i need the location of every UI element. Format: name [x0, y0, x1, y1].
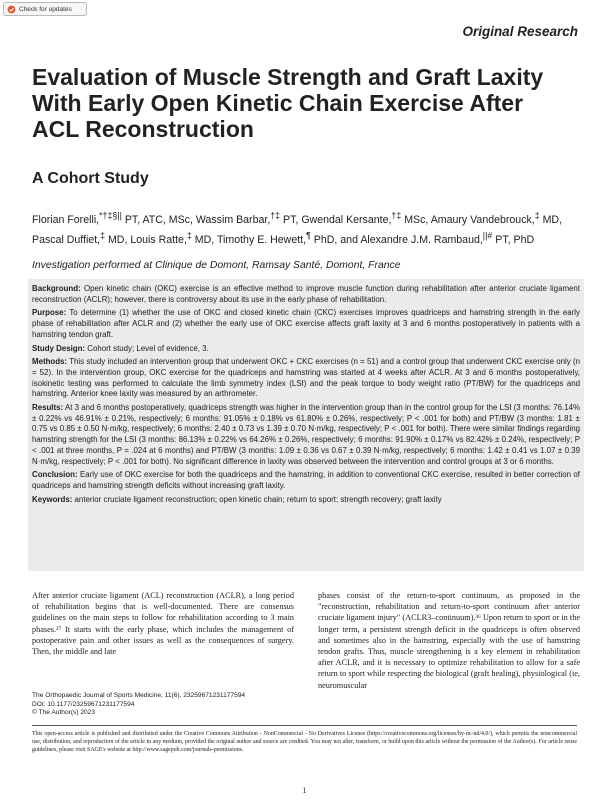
section-label: Original Research — [462, 24, 578, 39]
author: Amaury Vandebrouck,‡ MD, — [430, 210, 563, 226]
abstract-results: Results: At 3 and 6 months postoperatively, quadriceps strength was higher in the intervention group than in the control group for the LSI (3 months: 76.14% ± 0.22% vs 46.91% ± 0.21%, respectively; 6 months: 91.05% ± 0.18% vs 61.80% ± 0.26%, respectively; P < .001 for both) and PT/BW (3 months: 1.81 ± 0.75 vs 0.85 ± 0.50 N·m/kg, respectively; 6 months: 2.40 ± 0.73 vs 1.39 ± 0.70 N·m/kg, respectively; P < .001 for both). There were similar findings regarding hamstring strength for the LSI (3 months: 86.13% ± 0.22% vs 64.26% ± 0.26%, respectively; 6 months: 91.90% ± 0.17% vs 82.42% ± 0.24%, respectively; P < .001 at three months, P = .024 at 6 months) and PT/BW (3 months: 1.09 ± 0.36 vs 0.67 ± 0.39 N·m/kg, respectively; 6 months: 1.42 ± 0.41 vs 1.07 ± 0.39 N·m/kg, respectively; P < .001 for both). No significant difference in laxity was observed between the intervention and control groups at 3 or 6 months. — [32, 403, 580, 466]
author-list — [32, 208, 587, 248]
check-for-updates-label: Check for updates — [19, 5, 72, 13]
abstract-conclusion: Conclusion: Early use of OKC exercise for both the quadriceps and the hamstring, in addition to conventional CKC exercise, resulted in better correction of quadriceps and hamstring strength deficits without increasing graft laxity. — [32, 470, 580, 490]
journal-citation: The Orthopaedic Journal of Sports Medicine, 11(6), 23259671231177594 — [32, 692, 246, 699]
copyright: © The Author(s) 2023 — [32, 709, 96, 717]
check-for-updates-button[interactable] — [3, 2, 87, 16]
author: Timothy E. Hewett,¶ PhD, — [216, 230, 338, 246]
article-subtitle: A Cohort Study — [32, 170, 149, 187]
update-icon — [7, 5, 16, 14]
body-right-column: phases consist of the return-to-sport continuum, as proposed in the "reconstruction, rehabilitation and return-to-sport continuum after anterior cruciate ligament injury" (ACLR3–continuum).³⁶ Upon return to sport or in the longer term, a persistent strength deficit in the quadriceps is often observed and sometimes also in the hamstring, especially with the use of hamstring tendon grafts. Thus, muscle strengthening is a key element in rehabilitation after ACLR, and it is necessary to optimize rehabilitation to allow for a safe return to sport while respecting the biological (graft healing), physiological (ie, neuromuscular — [318, 591, 580, 690]
author: and Alexandre J.M. Rambaud,||# PT, PhD — [340, 230, 535, 246]
doi[interactable]: DOI: 10.1177/23259671231177594 — [32, 700, 135, 708]
publication-info — [32, 692, 294, 718]
abstract-purpose: Purpose: To determine (1) whether the use of OKC and closed kinetic chain (CKC) exercises improves quadriceps and hamstring strength in the early phase of rehabilitation after ACLR and (2) whether the early use of OKC exercise affects graft laxity at 3 and 6 months postoperatively in patients with a hamstring tendon graft. — [32, 308, 580, 339]
author: Pascal Duffiet,‡ MD, — [32, 230, 128, 246]
abstract-box — [28, 279, 584, 571]
license-notice: This open-access article is published and distributed under the Creative Commons Attribution - NonCommercial - No Derivatives License (https://creativecommons.org/licenses/by-nc-nd/4.0/), which permits the noncommercial use, distribution, and reproduction of the article in any medium, provided the original author and source are credited. You may not alter, transform, or build upon this article without the permission of the Author(s). For article reuse guidelines, please visit SAGE's website at http://www.sagepub.com/journals-permissions. — [32, 731, 577, 754]
body-left-column: After anterior cruciate ligament (ACL) reconstruction (ACLR), a long period of rehabilitation begins that is well-documented. There are consensus guidelines on the main steps to follow for rehabilitation according to 3 main phases.²⁷ It starts with the early phase, which includes the management of postoperative pain and other issues as well as the consequences of surgery. Then, the middle and late — [32, 591, 294, 657]
article-title: Evaluation of Muscle Strength and Graft Laxity With Early Open Kinetic Chain Exercise After ACL Reconstruction — [32, 64, 544, 142]
abstract-methods: Methods: This study included an intervention group that underwent OKC + CKC exercises (n = 51) and a control group that underwent CKC exercise only (n = 52). In the intervention group, OKC exercise for the quadriceps and hamstring was started at 4 weeks after ACLR. At 3 and 6 months postoperatively, isokinetic testing was performed to calculate the limb symmetry index (LSI) and the peak torque to body weight ratio (PT/BW) for the quadriceps and hamstring. Anterior knee laxity was measured by an arthrometer. — [32, 357, 580, 399]
page-number: 1 — [302, 786, 307, 795]
author: Louis Ratte,‡ MD, — [130, 230, 215, 246]
affiliation: Investigation performed at Clinique de Domont, Ramsay Santé, Domont, France — [32, 260, 401, 271]
abstract-background: Background: Open kinetic chain (OKC) exercise is an effective method to improve muscle function during rehabilitation after anterior cruciate ligament reconstruction (ACLR); however, there is controversy about its use in the early phase of rehabilitation. — [32, 284, 580, 304]
abstract-keywords: Keywords: anterior cruciate ligament reconstruction; open kinetic chain; return to sport; strength recovery; graft laxity — [32, 494, 442, 504]
abstract-study-design: Study Design: Cohort study; Level of evidence, 3. — [32, 343, 209, 353]
author: Wassim Barbar,†‡ PT, — [195, 210, 299, 226]
footer-divider — [32, 725, 577, 726]
author: Gwendal Kersante,†‡ MSc, — [301, 210, 429, 226]
author: Florian Forelli,*†‡§|| PT, ATC, MSc, — [32, 210, 193, 226]
